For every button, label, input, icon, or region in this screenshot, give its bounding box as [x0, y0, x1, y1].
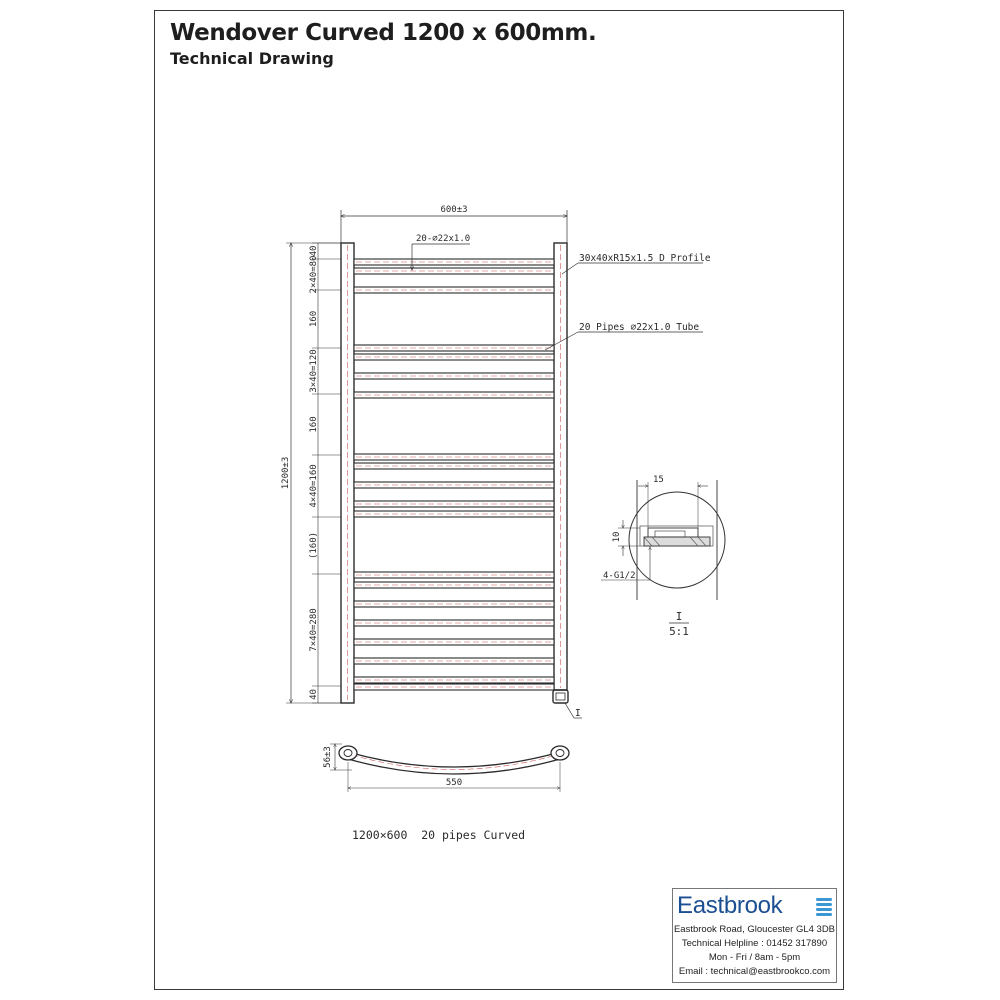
detail-dim-height: 10 [612, 531, 622, 543]
rail [354, 482, 554, 488]
left-dim-label: 160 [309, 310, 319, 328]
left-dim-label: 2×40=80 [309, 255, 319, 294]
contact-hours: Mon - Fri / 8am - 5pm [708, 952, 801, 963]
rail [354, 684, 554, 690]
pipes-leader [545, 322, 703, 350]
rail [354, 572, 554, 578]
plan-left-upright [339, 746, 357, 760]
profile-leader [562, 253, 711, 274]
left-dim-label: 3×40=120 [309, 349, 319, 393]
pipes-note: 20 Pipes ⌀22x1.0 Tube [579, 322, 700, 333]
rail [354, 463, 554, 469]
height-dim-label: 1200±3 [281, 456, 291, 490]
tube-dim-label: 20-⌀22x1.0 [416, 234, 471, 244]
rail [354, 345, 554, 351]
rail [354, 601, 554, 607]
rail [354, 511, 554, 517]
brand-logo: Eastbrook [677, 892, 783, 919]
rail [354, 620, 554, 626]
rail [354, 354, 554, 360]
contact-helpline[interactable]: Technical Helpline : 01452 317890 [681, 938, 828, 949]
left-dim-label: 40 [309, 689, 319, 700]
detail-view [601, 475, 725, 638]
detail-dim-width: 15 [653, 475, 664, 485]
plan-right-upright [551, 746, 569, 760]
left-dim-label: 7×40=280 [309, 608, 319, 652]
detail-marker-leader [565, 703, 582, 719]
width-dim-label: 600±3 [440, 205, 468, 215]
left-dim-label: 160 [309, 416, 319, 433]
page-subtitle: Technical Drawing [170, 49, 334, 68]
detail-scale-top: I [675, 610, 683, 623]
detail-scale-bottom: 5:1 [669, 625, 689, 638]
left-dim-label: 40 [309, 245, 319, 257]
left-dimension-chain [309, 243, 341, 703]
profile-note: 30x40xR15x1.5 D Profile [579, 253, 711, 264]
rail [354, 392, 554, 398]
valve-connector [553, 690, 568, 703]
left-dim-label: 4×40=160 [309, 464, 319, 508]
detail-thread: 4-G1/2 [603, 571, 636, 581]
contact-email[interactable]: Email : technical@eastbrookco.com [678, 966, 831, 977]
rail [354, 582, 554, 588]
rail [354, 259, 554, 265]
drawing-caption: 1200×600 20 pipes Curved [352, 828, 526, 842]
rail [354, 658, 554, 664]
rail [354, 373, 554, 379]
rail [354, 268, 554, 274]
rail [354, 677, 554, 683]
page-title: Wendover Curved 1200 x 600mm. [170, 20, 597, 46]
plan-span-label: 550 [445, 778, 463, 788]
plan-depth-label: 56±3 [323, 746, 333, 768]
contact-address: Eastbrook Road, Gloucester GL4 3DB [673, 924, 836, 935]
detail-marker: I [575, 708, 581, 719]
rail [354, 639, 554, 645]
left-dim-label: (160) [309, 531, 319, 560]
plan-view [323, 744, 569, 792]
valve-connector-inner [556, 693, 565, 700]
front-elevation [341, 243, 568, 703]
waves-icon [815, 896, 833, 918]
rail [354, 287, 554, 293]
rail [354, 454, 554, 460]
rail [354, 501, 554, 507]
